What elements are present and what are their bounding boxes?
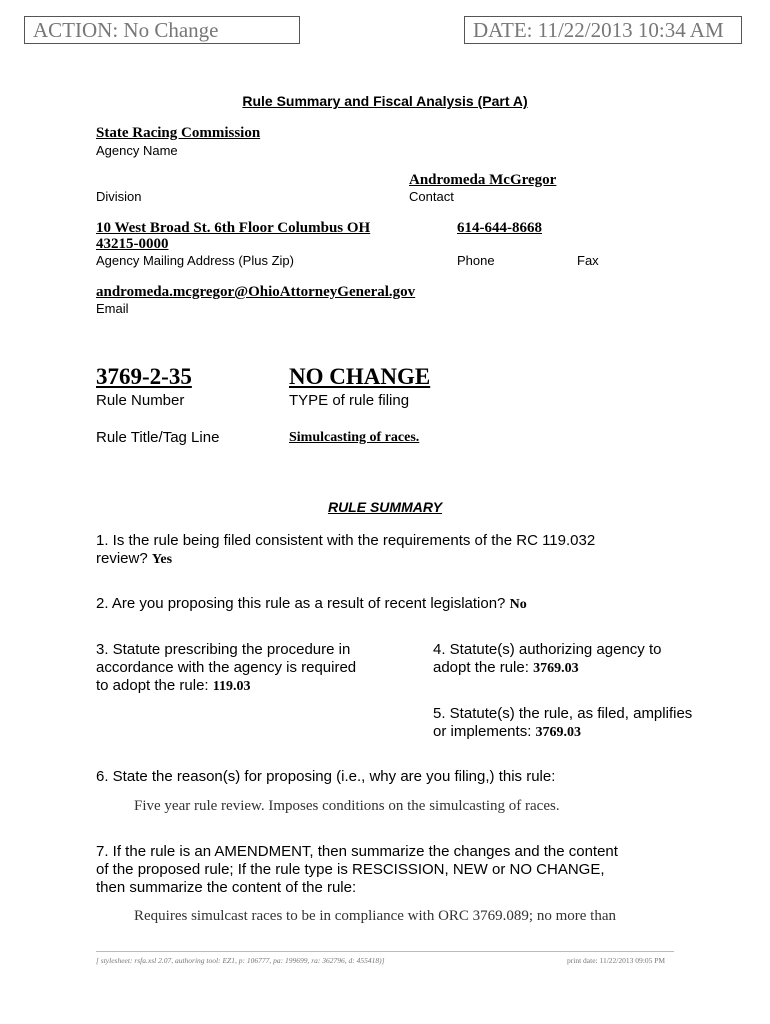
question-7-answer: Requires simulcast races to be in compliance with ORC 3769.089; no more than [134, 908, 616, 924]
agency-name-label: Agency Name [96, 143, 178, 158]
question-5: 5. Statute(s) the rule, as filed, amplifies or implements: 3769.03 [433, 705, 693, 740]
question-6: 6. State the reason(s) for proposing (i.e., why are you filing,) this rule: [96, 768, 556, 785]
question-1 [96, 532, 696, 569]
question-5-answer: 3769.03 [535, 725, 582, 740]
question-4: 4. Statute(s) authorizing agency to adopt the rule: 3769.03 [433, 641, 662, 676]
date-box: DATE: 11/22/2013 10:34 AM [464, 16, 742, 44]
footer-print-date: print date: 11/22/2013 09:05 PM [567, 956, 666, 965]
footer-divider [96, 951, 674, 952]
action-box: ACTION: No Change [24, 16, 300, 44]
rule-type-label: TYPE of rule filing [289, 392, 410, 409]
rule-number-value: 3769-2-35 [96, 364, 192, 389]
contact-value: Andromeda McGregor [409, 172, 557, 188]
page-title: Rule Summary and Fiscal Analysis (Part A) [242, 93, 528, 109]
division-label: Division [96, 189, 142, 204]
rule-title-label: Rule Title/Tag Line [96, 429, 220, 446]
rule-title-value: Simulcasting of races. [289, 430, 420, 445]
question-4-answer: 3769.03 [533, 661, 579, 676]
address-line1: 10 West Broad St. 6th Floor Columbus OH [96, 220, 371, 236]
phone-value: 614-644-8668 [457, 220, 542, 236]
email-label: Email [96, 301, 129, 316]
question-3: 3. Statute prescribing the procedure in accordance with the agency is required to adopt the rule: 119.03 [96, 641, 357, 694]
question-2: 2. Are you proposing this rule as a result of recent legislation? No [96, 595, 527, 612]
summary-heading: RULE SUMMARY [327, 499, 443, 515]
question-7: 7. If the rule is an AMENDMENT, then summarize the changes and the content of the proposed rule; If the rule type is RESCISSION, NEW or NO CHANGE, then summarize the content of the rule: [96, 843, 618, 896]
agency-name-value: State Racing Commission [96, 125, 261, 141]
fax-label: Fax [577, 253, 599, 268]
question-6-answer: Five year rule review. Imposes conditions on the simulcasting of races. [134, 798, 560, 814]
address-line2: 43215-0000 [96, 236, 169, 252]
address-label: Agency Mailing Address (Plus Zip) [96, 253, 294, 268]
rule-number-label: Rule Number [96, 392, 185, 409]
question-2-answer: No [509, 597, 527, 612]
phone-label: Phone [457, 253, 495, 268]
footer-stylesheet-info: [ stylesheet: rsfa.xsl 2.07, authoring tool: EZ1, p: 106777, pa: 199699, ra: 362796, d: 455418)] [96, 956, 385, 965]
rule-type-value: NO CHANGE [289, 364, 431, 389]
contact-label: Contact [409, 189, 454, 204]
question-1-answer: Yes [151, 552, 173, 567]
question-1-line2: review? Yes [96, 550, 173, 567]
question-1-line1: 1. Is the rule being filed consistent with the requirements of the RC 119.032 [96, 532, 596, 549]
email-value: andromeda.mcgregor@OhioAttorneyGeneral.gov [96, 284, 416, 300]
question-3-answer: 119.03 [212, 679, 251, 694]
